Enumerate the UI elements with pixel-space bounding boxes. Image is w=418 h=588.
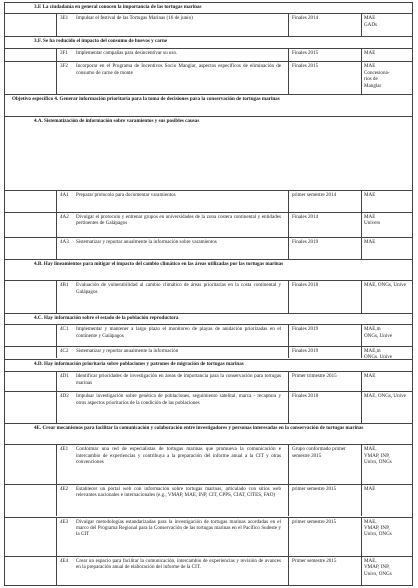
action-description: Identificar prioridades de investigación en áreas de importancia para la conservación para tortugas marinas: [76, 373, 281, 386]
column-divider: [56, 372, 57, 391]
action-code: 4B1: [60, 282, 69, 289]
column-divider: [361, 62, 362, 94]
section-heading: 4.C. Hay información sobre el estado de la población reproductora: [4, 313, 413, 324]
action-deadline: Grupo conformado primer semestre 2015: [292, 446, 346, 459]
section-heading: 3.F. Se ha reducido el impacto del consumo de huevos y carne: [4, 36, 413, 47]
table-row: [4, 371, 413, 391]
action-description: Sistematizar y reportar anualmente la información: [76, 347, 179, 354]
action-responsible: MAE: [364, 49, 376, 56]
action-description: Evaluación de vulnerabilidad al cambio climático de áreas prioritarias en la costa continental y Galápagos: [76, 282, 281, 295]
column-divider: [361, 557, 362, 586]
column-divider: [56, 518, 57, 556]
action-responsible: MAE, ONGs, Unive: [364, 393, 406, 400]
column-divider: [56, 62, 57, 94]
action-code: 4E3: [60, 518, 69, 525]
column-divider: [56, 445, 57, 483]
action-responsible: MAE: [364, 373, 376, 380]
column-divider: [56, 325, 57, 346]
column-divider: [56, 49, 57, 62]
column-divider: [361, 347, 362, 359]
action-responsible: MAE, VMAP, INP, Univs, ONGs: [364, 446, 392, 466]
action-code: 4C2: [60, 347, 69, 354]
action-responsible: MAE: [364, 239, 376, 246]
column-divider: [361, 485, 362, 517]
column-divider: [56, 485, 57, 517]
column-divider: [288, 49, 289, 62]
column-divider: [361, 372, 362, 391]
action-description: Crear un espacio para facilitar la comunicación, intercambio de experiencias y revisión de avances en la preparación anual de elaboración del informe de la CIT.: [76, 557, 281, 571]
action-deadline: Finales 2019: [292, 347, 319, 354]
action-deadline: Primer semestre 2015: [292, 557, 337, 564]
column-divider: [361, 191, 362, 212]
column-divider: [361, 281, 362, 313]
action-description: Impulsar investigación sobre genética de poblaciones, seguimiento satelital, marca - recaptura y otros aspectos prioritarios de la condición de las poblaciones: [76, 393, 281, 406]
action-deadline: Finales 2018: [292, 282, 319, 289]
column-divider: [361, 49, 362, 62]
action-plan-table: [4, 2, 413, 586]
table-row: [4, 444, 413, 483]
action-responsible: MAE, ONGs, Unive: [364, 282, 406, 289]
column-divider: [288, 518, 289, 556]
column-divider: [361, 325, 362, 346]
column-divider: [288, 62, 289, 94]
action-responsible: MAE Concesiona- rios de Manglar: [364, 63, 390, 89]
column-divider: [288, 281, 289, 313]
table-row: [4, 48, 413, 62]
column-divider: [288, 238, 289, 259]
action-description: Impulsar el festival de las Tortugas Marinas (16 de junio): [76, 15, 193, 22]
action-code: 4E4: [60, 557, 69, 564]
action-responsible: MAE,m ONGs, Unive: [364, 326, 393, 339]
action-code: 4A2: [60, 213, 69, 220]
objective-heading: Objetivo específico 4. Generar información prioritaria para la toma de decisiones para la conservación de tortugas marinas: [4, 94, 413, 116]
column-divider: [361, 445, 362, 483]
column-divider: [288, 347, 289, 359]
action-responsible: MAE GADs: [364, 15, 378, 28]
action-code: 4D1: [60, 373, 69, 380]
action-code: 3F2: [60, 63, 68, 70]
table-row: [4, 556, 413, 586]
column-divider: [288, 485, 289, 517]
column-divider: [361, 518, 362, 556]
column-divider: [288, 213, 289, 237]
column-divider: [361, 213, 362, 237]
action-description: Implementar campañas para desincentivar su uso.: [76, 49, 178, 56]
column-divider: [56, 238, 57, 259]
action-responsible: MAE Univers: [364, 213, 381, 227]
action-code: 4A3: [60, 239, 69, 246]
action-responsible: MAE,m ONGs, Unive: [364, 347, 393, 359]
action-description: Conformar una red de especialistas de tortugas marinas que promueva la comunicación e intercambio de experiencias y contribuya a la preparación del informe anual a la CIT y otras convenciones: [76, 446, 281, 466]
column-divider: [56, 557, 57, 586]
section-heading: 3.E La ciudadanía en general conocen la importancia de las tortugas marinas: [4, 2, 413, 13]
action-code: 4C1: [60, 326, 69, 333]
column-divider: [361, 392, 362, 423]
column-divider: [56, 347, 57, 359]
action-deadline: Finales 2015: [292, 63, 319, 70]
table-row: [4, 61, 413, 94]
action-deadline: Finales 2019: [292, 239, 319, 246]
action-code: 3E1: [60, 15, 69, 22]
column-divider: [288, 557, 289, 586]
column-divider: [56, 191, 57, 212]
action-description: Divulgar el protocolo y entrenar grupos en universidades de la zona costera continental y entidades pertinentes de Galápagos: [76, 213, 281, 227]
column-divider: [56, 392, 57, 423]
action-description: Preparar protocolo para documentar varamientos: [76, 192, 176, 199]
action-deadline: Primer trimestre 2015: [292, 373, 337, 380]
action-deadline: primer semestre 2014: [292, 192, 337, 199]
action-deadline: Finales 2015: [292, 49, 319, 56]
table-row: [4, 190, 413, 212]
action-code: 4D2: [60, 393, 69, 400]
table-row: [4, 346, 413, 359]
action-code: 4A1: [60, 192, 69, 199]
action-deadline: Finales 2014: [292, 213, 319, 220]
action-code: 4E2: [60, 485, 69, 492]
action-description: Establecer un portal web con información sobre tortugas marinas, articulado con sitios web relevantes nacionales e internacionales (e.g., VMAP, MAE, INP, CIT, CPPS, CIAT, CITES, FAO): [76, 485, 281, 498]
column-divider: [361, 14, 362, 36]
column-divider: [288, 445, 289, 483]
column-divider: [56, 281, 57, 313]
action-responsible: MAE, VMAP, INP, Univs, ONGs: [364, 557, 392, 577]
section-heading: 4.A. Sistematización de información sobre varamientos y sus posibles causas: [4, 116, 413, 127]
table-row: [4, 324, 413, 346]
column-divider: [288, 191, 289, 212]
action-description: Incorporar en el Programa de Incentivos Socio Manglar, aspectos específicos de eliminación de consumo de carne de monte: [76, 63, 281, 76]
column-divider: [288, 372, 289, 391]
action-deadline: primer semestre 2015: [292, 518, 337, 525]
column-divider: [288, 392, 289, 423]
table-row: [4, 517, 413, 556]
section-heading: 4E. Crear mecanismos para facilitar la comunicación y colaboración entre investigadores y personas interesadas en la conservación de tortugas marinas: [4, 423, 413, 445]
column-divider: [288, 14, 289, 36]
action-description: Implementar y mantener a largo plazo el monitoreo de playas de anidación priorizadas en el continente y Galápagos: [76, 326, 281, 339]
section-heading: 4.D. Hay información prioritaria sobre poblaciones y patrones de migración de tortugas marinas: [4, 359, 413, 372]
action-code: 3F1: [60, 49, 68, 56]
action-deadline: primer semestre 2015: [292, 485, 337, 492]
table-row: [4, 484, 413, 517]
column-divider: [288, 325, 289, 346]
action-responsible: MAE: [364, 192, 376, 199]
section-heading: 4.B. Hay lineamientos para mitigar el impacto del cambio climático en las áreas utilizadas por las tortugas marinas: [4, 259, 413, 281]
action-responsible: MAE: [364, 485, 376, 492]
table-row: [4, 212, 413, 237]
action-responsible: MAE, VMAP, INP, Univs, ONGs: [364, 518, 392, 538]
column-divider: [56, 14, 57, 36]
action-description: Sistematizar y reportar anualmente la información sobre varamientos: [76, 239, 217, 246]
table-row: [4, 391, 413, 423]
action-deadline: Finales 2019: [292, 326, 319, 333]
action-description: Divulgar metodologías estandarizadas para la investigación de tortugas marinas acordadas en el marco del Programa Regional para la Conservación de las tortugas marinas en el Pacífico Sudeste y la CIT: [76, 518, 281, 538]
table-row: [4, 237, 413, 259]
table-row: [4, 13, 413, 36]
column-divider: [361, 238, 362, 259]
table-row: [4, 280, 413, 313]
column-divider: [56, 213, 57, 237]
action-deadline: Finales 2014: [292, 15, 319, 22]
action-deadline: Finales 2018: [292, 393, 319, 400]
action-code: 4E1: [60, 446, 69, 453]
